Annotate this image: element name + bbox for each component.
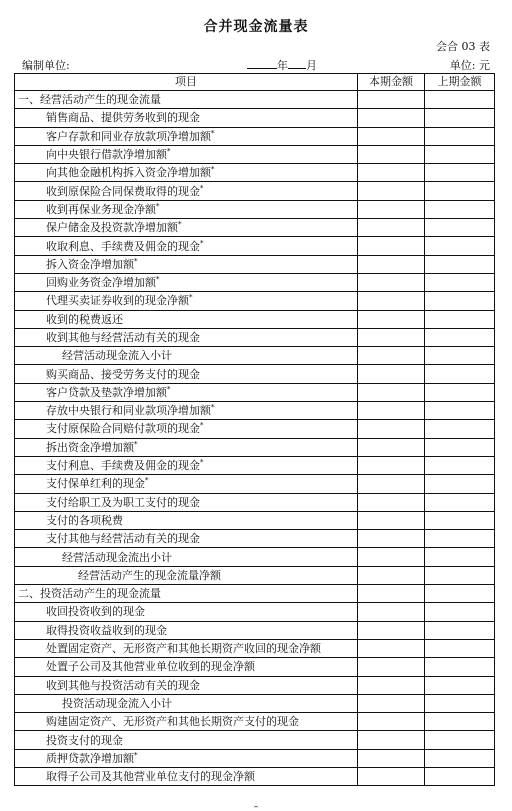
- current-amount-cell[interactable]: [358, 420, 425, 438]
- row-item-label: [15, 91, 358, 109]
- column-header-current: 本期金额: [358, 74, 425, 91]
- table-row: [15, 365, 495, 383]
- preparer-label: 编制单位:: [22, 59, 70, 72]
- row-label-text: 客户贷款及垫款净增加额: [46, 385, 167, 399]
- row-item-label: [15, 713, 358, 731]
- table-row: [15, 475, 495, 493]
- row-item-label: [15, 347, 358, 365]
- previous-amount-cell[interactable]: [425, 603, 495, 621]
- footnote-marker: *: [156, 275, 160, 284]
- table-row: [15, 273, 495, 291]
- row-label-text: 收到的税费返还: [46, 312, 123, 326]
- row-item-label: [15, 182, 358, 200]
- table-row: [15, 603, 495, 621]
- report-period: [247, 57, 317, 73]
- current-amount-cell[interactable]: [358, 164, 425, 182]
- row-item-label: [15, 456, 358, 474]
- previous-amount-cell[interactable]: [425, 273, 495, 291]
- row-item-label: [15, 109, 358, 127]
- previous-amount-cell[interactable]: [425, 420, 495, 438]
- current-amount-cell[interactable]: [358, 310, 425, 328]
- row-item-label: [15, 530, 358, 548]
- row-item-label: [15, 493, 358, 511]
- month-blank[interactable]: [288, 58, 306, 69]
- previous-amount-cell[interactable]: [425, 310, 495, 328]
- row-item-label: [15, 603, 358, 621]
- row-item-label: [15, 639, 358, 657]
- table-row: [15, 237, 495, 255]
- row-label-text: 向其他金融机构拆入资金净增加额: [46, 166, 211, 180]
- report-meta-row: [22, 57, 490, 71]
- row-label-text: 客户存款和同业存放款项净增加额: [46, 129, 211, 143]
- current-amount-cell[interactable]: [358, 402, 425, 420]
- table-row: [15, 109, 495, 127]
- current-amount-cell[interactable]: [358, 585, 425, 603]
- row-label-text: 回购业务资金净增加额: [46, 276, 156, 290]
- current-amount-cell[interactable]: [358, 255, 425, 273]
- page-footer-mark: [254, 806, 258, 811]
- row-item-label: [15, 164, 358, 182]
- current-amount-cell[interactable]: [358, 731, 425, 749]
- current-amount-cell[interactable]: [358, 493, 425, 511]
- previous-amount-cell[interactable]: [425, 219, 495, 237]
- row-item-label: [15, 694, 358, 712]
- previous-amount-cell[interactable]: [425, 328, 495, 346]
- current-amount-cell[interactable]: [358, 530, 425, 548]
- footnote-marker: *: [134, 751, 138, 760]
- row-label-text: 取得子公司及其他营业单位支付的现金净额: [46, 770, 255, 784]
- row-item-label: [15, 255, 358, 273]
- previous-amount-cell[interactable]: [425, 511, 495, 529]
- current-amount-cell[interactable]: [358, 676, 425, 694]
- table-row: [15, 548, 495, 566]
- row-label-text: 拆出资金净增加额: [46, 440, 134, 454]
- row-item-label: [15, 621, 358, 639]
- footnote-marker: *: [167, 385, 171, 394]
- row-label-text: 支付原保险合同赔付款项的现金: [46, 422, 200, 436]
- row-label-text: 收到其他与经营活动有关的现金: [46, 331, 200, 344]
- current-amount-cell[interactable]: [358, 511, 425, 529]
- footnote-marker: *: [211, 403, 215, 412]
- table-row: [15, 566, 495, 584]
- row-item-label: [15, 676, 358, 694]
- row-item-label: [15, 219, 358, 237]
- previous-amount-cell[interactable]: [425, 438, 495, 456]
- table-row: [15, 749, 495, 767]
- row-label-text: 支付给职工及为职工支付的现金: [46, 495, 200, 509]
- row-item-label: [15, 383, 358, 401]
- row-label-text: 经营活动产生的现金流量净额: [78, 568, 221, 582]
- row-label-text: 支付的各项税费: [46, 513, 123, 527]
- row-item-label: [15, 420, 358, 438]
- table-row: [15, 713, 495, 731]
- previous-amount-cell[interactable]: [425, 365, 495, 383]
- previous-amount-cell[interactable]: [425, 767, 495, 785]
- footnote-marker: *: [134, 257, 138, 266]
- row-label-text: 支付保单红利的现金: [46, 477, 145, 491]
- table-row: [15, 621, 495, 639]
- row-label-text: 投资支付的现金: [46, 733, 123, 747]
- previous-amount-cell[interactable]: [425, 182, 495, 200]
- current-amount-cell[interactable]: [358, 219, 425, 237]
- previous-amount-cell[interactable]: [425, 585, 495, 603]
- current-amount-cell[interactable]: [358, 694, 425, 712]
- previous-amount-cell[interactable]: [425, 621, 495, 639]
- table-row: [15, 383, 495, 401]
- current-amount-cell[interactable]: [358, 603, 425, 621]
- previous-amount-cell[interactable]: [425, 383, 495, 401]
- row-label-text: 收到其他与投资活动有关的现金: [46, 678, 200, 692]
- footnote-marker: *: [134, 440, 138, 449]
- previous-amount-cell[interactable]: [425, 456, 495, 474]
- document-title: 合并现金流量表: [203, 19, 309, 35]
- row-item-label: [15, 292, 358, 310]
- footnote-marker: *: [200, 183, 204, 192]
- previous-amount-cell[interactable]: [425, 237, 495, 255]
- row-label-text: 二、投资活动产生的现金流量: [18, 587, 161, 601]
- row-label-text: 支付其他与经营活动有关的现金: [46, 532, 200, 546]
- currency-unit: 单位: 元: [449, 59, 490, 72]
- current-amount-cell[interactable]: [358, 621, 425, 639]
- row-label-text: 收回投资收到的现金: [46, 605, 145, 619]
- previous-amount-cell[interactable]: [425, 127, 495, 145]
- table-body: [15, 91, 495, 786]
- table-row: [15, 200, 495, 218]
- previous-amount-cell[interactable]: [425, 658, 495, 676]
- row-label-text: 保户储金及投资款净增加额: [46, 221, 178, 235]
- table-row: [15, 347, 495, 365]
- current-amount-cell[interactable]: [358, 127, 425, 145]
- previous-amount-cell[interactable]: [425, 548, 495, 566]
- table-row: [15, 694, 495, 712]
- row-item-label: [15, 200, 358, 218]
- table-row: [15, 310, 495, 328]
- previous-amount-cell[interactable]: [425, 164, 495, 182]
- table-row: [15, 292, 495, 310]
- footnote-marker: *: [178, 220, 182, 229]
- previous-amount-cell[interactable]: [425, 493, 495, 511]
- cash-flow-table: [14, 73, 495, 786]
- previous-amount-cell[interactable]: [425, 109, 495, 127]
- current-amount-cell[interactable]: [358, 109, 425, 127]
- row-label-text: 投资活动现金流入小计: [62, 696, 172, 710]
- previous-amount-cell[interactable]: [425, 255, 495, 273]
- footnote-marker: *: [211, 129, 215, 138]
- table-row: [15, 91, 495, 109]
- year-label: 年: [277, 59, 288, 72]
- previous-amount-cell[interactable]: [425, 731, 495, 749]
- previous-amount-cell[interactable]: [425, 347, 495, 365]
- footnote-marker: *: [200, 421, 204, 430]
- row-label-text: 质押贷款净增加额: [46, 751, 134, 765]
- table-row: [15, 402, 495, 420]
- current-amount-cell[interactable]: [358, 200, 425, 218]
- row-item-label: [15, 658, 358, 676]
- row-label-text: 收取利息、手续费及佣金的现金: [46, 239, 200, 253]
- table-row: [15, 511, 495, 529]
- previous-amount-cell[interactable]: [425, 713, 495, 731]
- footnote-marker: *: [145, 476, 149, 485]
- current-amount-cell[interactable]: [358, 658, 425, 676]
- current-amount-cell[interactable]: [358, 237, 425, 255]
- footnote-marker: *: [211, 165, 215, 174]
- previous-amount-cell[interactable]: [425, 694, 495, 712]
- table-row: [15, 585, 495, 603]
- current-amount-cell[interactable]: [358, 328, 425, 346]
- row-item-label: [15, 438, 358, 456]
- previous-amount-cell[interactable]: [425, 639, 495, 657]
- previous-amount-cell[interactable]: [425, 566, 495, 584]
- current-amount-cell[interactable]: [358, 383, 425, 401]
- current-amount-cell[interactable]: [358, 456, 425, 474]
- row-item-label: [15, 328, 358, 346]
- table-row: [15, 145, 495, 163]
- month-label: 月: [306, 59, 317, 72]
- table-row: [15, 420, 495, 438]
- current-amount-cell[interactable]: [358, 767, 425, 785]
- row-label-text: 经营活动现金流入小计: [62, 349, 172, 363]
- current-amount-cell[interactable]: [358, 91, 425, 109]
- current-amount-cell[interactable]: [358, 639, 425, 657]
- row-label-text: 购建固定资产、无形资产和其他长期资产支付的现金: [46, 715, 299, 729]
- row-label-text: 取得投资收益收到的现金: [46, 623, 167, 637]
- form-number: 会合 03 表: [436, 40, 490, 53]
- current-amount-cell[interactable]: [358, 365, 425, 383]
- footnote-marker: *: [200, 458, 204, 467]
- column-header-previous: 上期金额: [425, 74, 495, 91]
- current-amount-cell[interactable]: [358, 292, 425, 310]
- previous-amount-cell[interactable]: [425, 292, 495, 310]
- table-row: [15, 219, 495, 237]
- footnote-marker: *: [156, 202, 160, 211]
- footnote-marker: *: [200, 238, 204, 247]
- current-amount-cell[interactable]: [358, 475, 425, 493]
- row-label-text: 购买商品、接受劳务支付的现金: [46, 367, 200, 381]
- row-label-text: 拆入资金净增加额: [46, 257, 134, 271]
- year-blank[interactable]: [247, 58, 277, 69]
- table-header-row: [15, 74, 495, 91]
- table-row: [15, 731, 495, 749]
- row-label-text: 经营活动现金流出小计: [62, 550, 172, 564]
- row-item-label: [15, 310, 358, 328]
- current-amount-cell[interactable]: [358, 548, 425, 566]
- row-item-label: [15, 749, 358, 767]
- row-label-text: 一、经营活动产生的现金流量: [18, 93, 161, 107]
- previous-amount-cell[interactable]: [425, 91, 495, 109]
- table-row: [15, 438, 495, 456]
- table-row: [15, 639, 495, 657]
- previous-amount-cell[interactable]: [425, 475, 495, 493]
- row-item-label: [15, 767, 358, 785]
- table-row: [15, 182, 495, 200]
- row-item-label: [15, 731, 358, 749]
- row-item-label: [15, 145, 358, 163]
- row-item-label: [15, 273, 358, 291]
- row-item-label: [15, 237, 358, 255]
- previous-amount-cell[interactable]: [425, 402, 495, 420]
- table-row: [15, 676, 495, 694]
- table-row: [15, 530, 495, 548]
- current-amount-cell[interactable]: [358, 749, 425, 767]
- row-label-text: 处置子公司及其他营业单位收到的现金净额: [46, 660, 255, 674]
- previous-amount-cell[interactable]: [425, 200, 495, 218]
- row-label-text: 代理买卖证券收到的现金净额: [46, 294, 189, 308]
- row-label-text: 销售商品、提供劳务收到的现金: [46, 111, 200, 125]
- row-label-text: 存放中央银行和同业款项净增加额: [46, 404, 211, 418]
- row-item-label: [15, 585, 358, 603]
- current-amount-cell[interactable]: [358, 347, 425, 365]
- current-amount-cell[interactable]: [358, 182, 425, 200]
- column-header-item: 项目: [15, 74, 358, 91]
- footnote-marker: *: [189, 293, 193, 302]
- table-row: [15, 328, 495, 346]
- table-row: [15, 255, 495, 273]
- previous-amount-cell[interactable]: [425, 676, 495, 694]
- row-item-label: [15, 402, 358, 420]
- row-item-label: [15, 127, 358, 145]
- current-amount-cell[interactable]: [358, 713, 425, 731]
- previous-amount-cell[interactable]: [425, 530, 495, 548]
- row-item-label: [15, 365, 358, 383]
- current-amount-cell[interactable]: [358, 566, 425, 584]
- table-row: [15, 767, 495, 785]
- footnote-marker: *: [167, 147, 171, 156]
- row-label-text: 收到再保业务现金净额: [46, 202, 156, 216]
- row-item-label: [15, 548, 358, 566]
- table-row: [15, 456, 495, 474]
- row-label-text: 支付利息、手续费及佣金的现金: [46, 459, 200, 473]
- row-label-text: 收到原保险合同保费取得的现金: [46, 184, 200, 198]
- row-item-label: [15, 566, 358, 584]
- current-amount-cell[interactable]: [358, 145, 425, 163]
- current-amount-cell[interactable]: [358, 273, 425, 291]
- table-row: [15, 127, 495, 145]
- table-row: [15, 493, 495, 511]
- previous-amount-cell[interactable]: [425, 749, 495, 767]
- current-amount-cell[interactable]: [358, 438, 425, 456]
- previous-amount-cell[interactable]: [425, 145, 495, 163]
- table-row: [15, 658, 495, 676]
- row-item-label: [15, 475, 358, 493]
- row-label-text: 向中央银行借款净增加额: [46, 148, 167, 162]
- table-row: [15, 164, 495, 182]
- row-item-label: [15, 511, 358, 529]
- row-label-text: 处置固定资产、无形资产和其他长期资产收回的现金净额: [46, 642, 321, 656]
